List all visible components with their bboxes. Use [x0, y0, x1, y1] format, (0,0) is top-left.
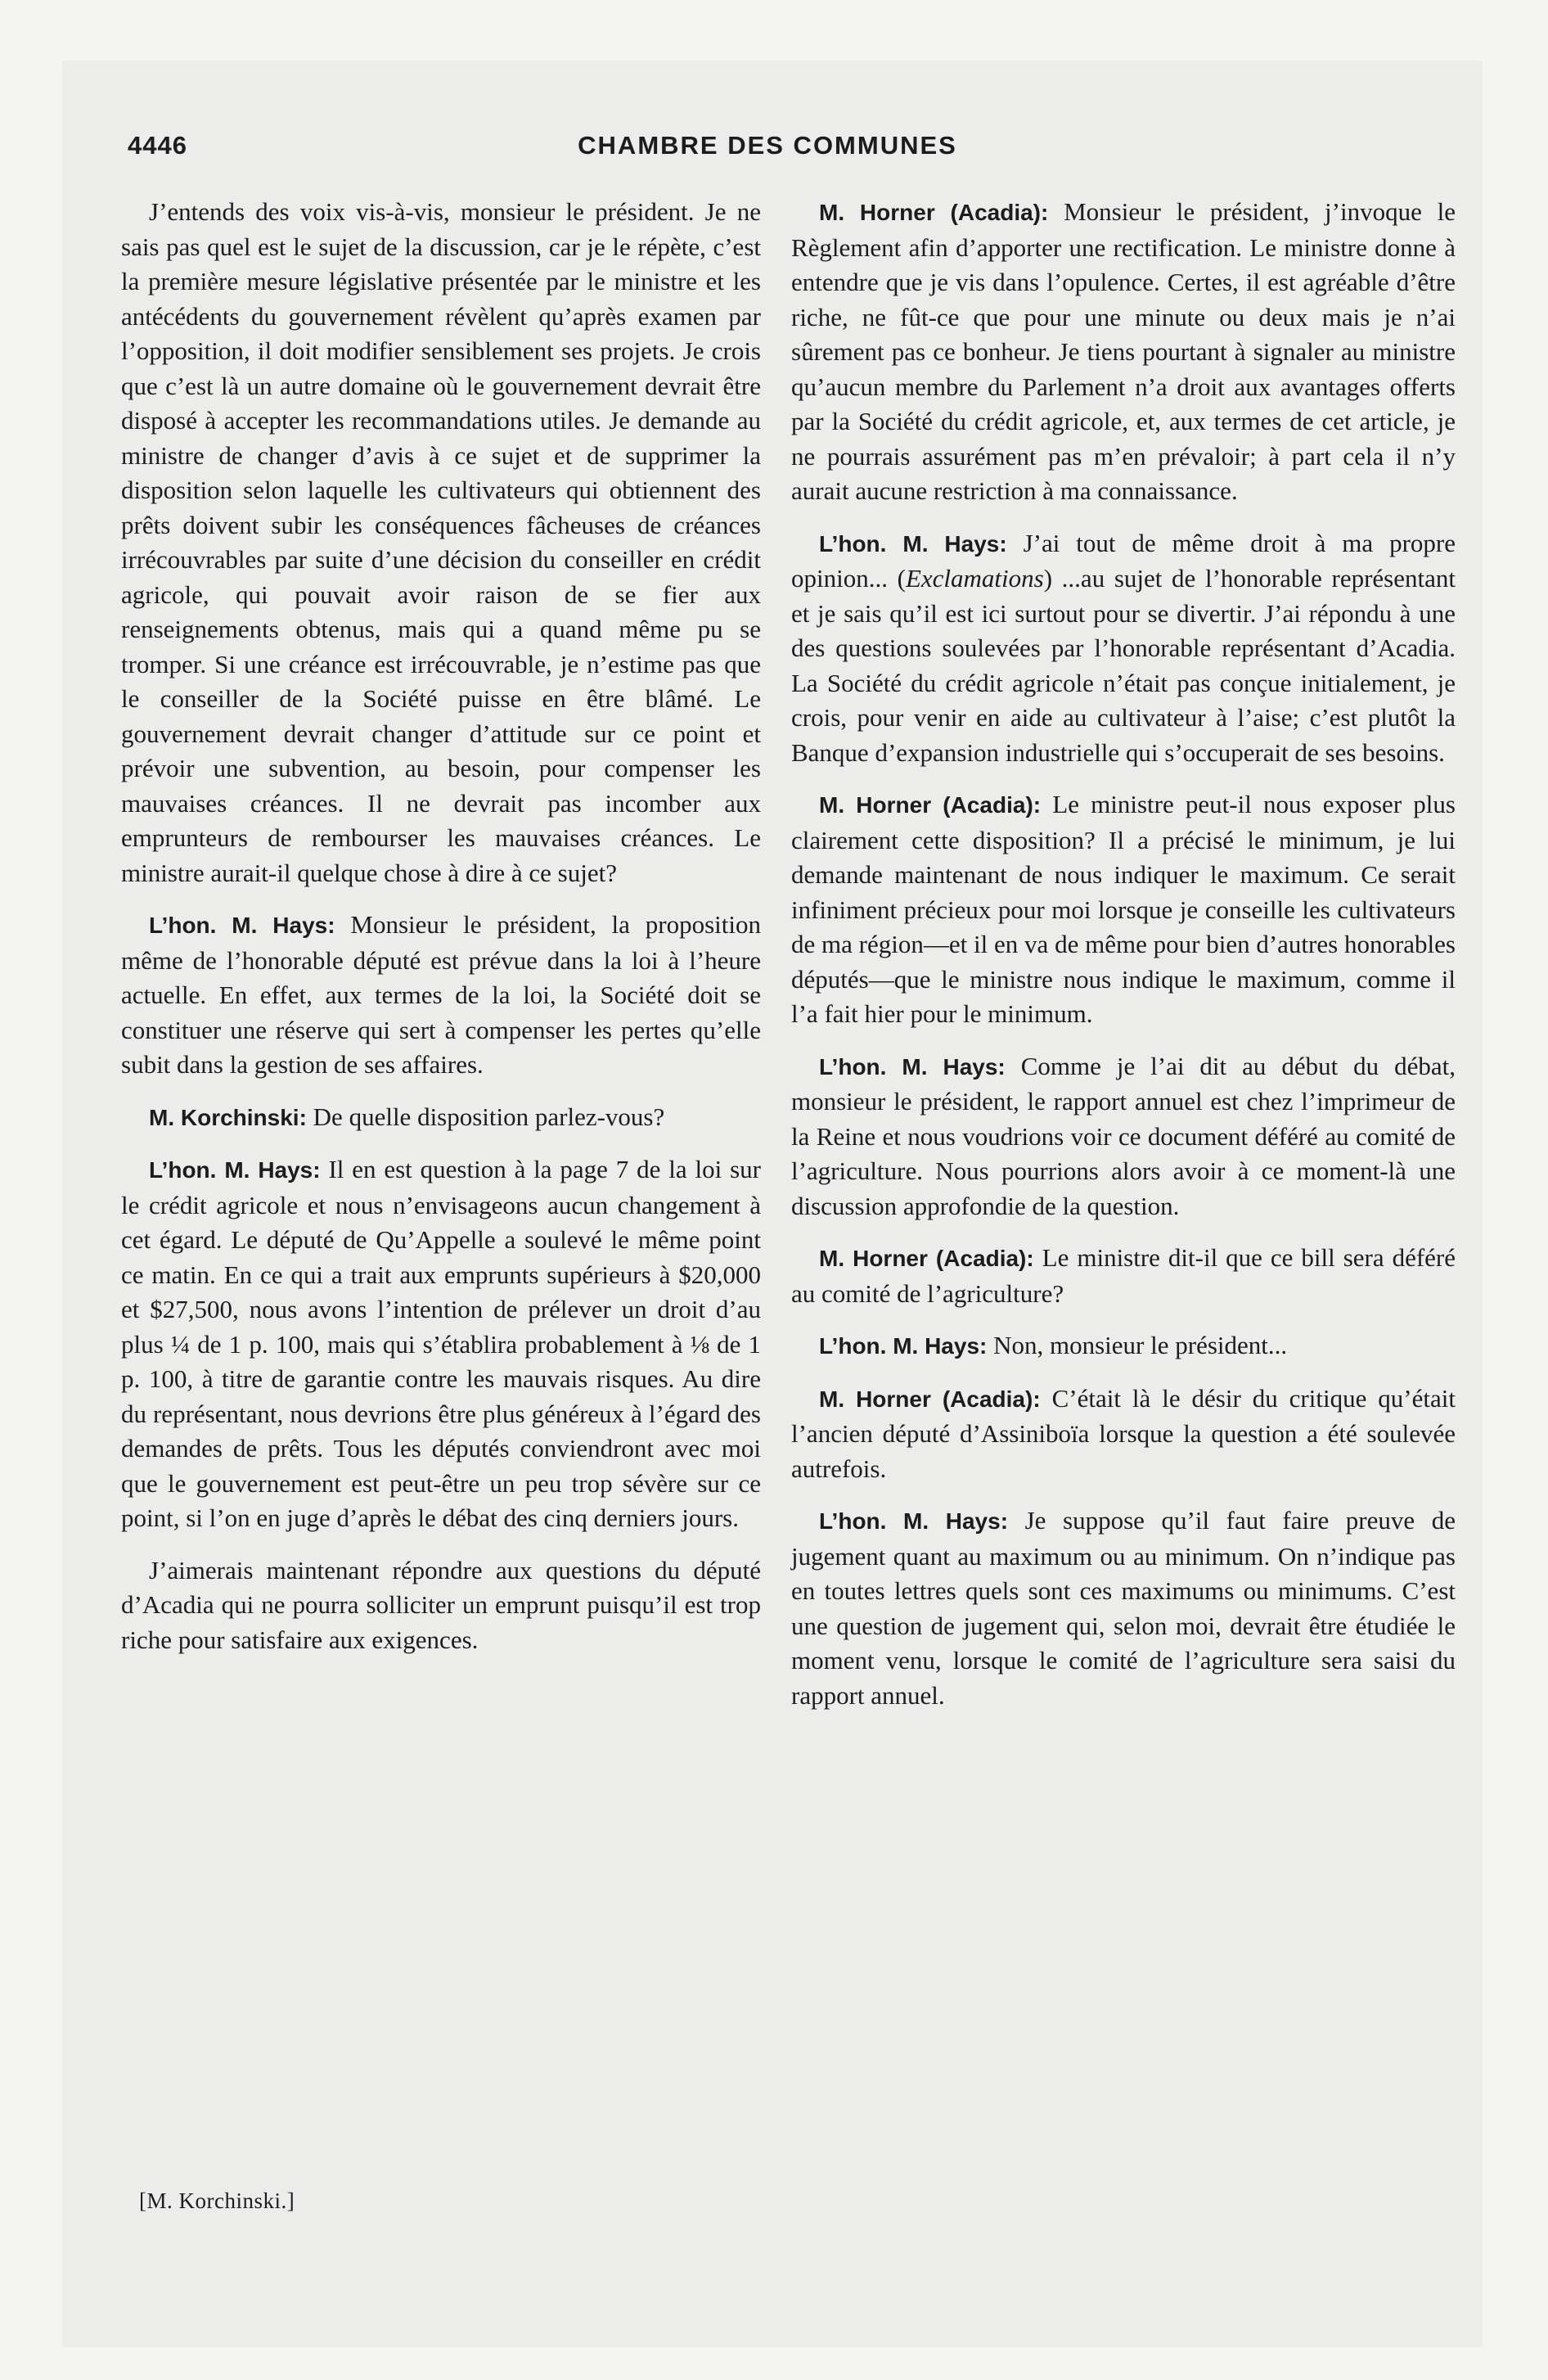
left-column — [121, 195, 761, 1675]
paragraph — [791, 787, 1456, 1032]
page-header — [128, 131, 1407, 172]
speech-text: De quelle disposition parlez-vous? — [306, 1102, 665, 1131]
speech-text: Je suppose qu’il faut faire preuve de jugement quant au maximum ou au minimum. On n’indique pas en toutes lettres quels sont ces maximums ou minimums. C’est une question de jugement qui, selon moi, devrait être étudiée le moment venu, lorsque le comité de l’agriculture sera saisi du rapport annuel. — [791, 1506, 1456, 1710]
speech-text: ) ...au sujet de l’honorable représentant et je sais qu’il est ici surtout pour se divertir. J’ai répondu à une des questions soulevées par l’honorable représentant d’Acadia. La Société du crédit agricole n’était pas conçue initialement, je crois, pour venir en aide au cultivateur à l’aise; c’est plutôt la Banque d’expansion industrielle qui s’occuperait de ses besoins. — [791, 564, 1456, 767]
paragraph — [121, 1152, 761, 1536]
speech-text: Monsieur le président, j’invoque le Règlement afin d’apporter une rectification. Le ministre donne à entendre que je vis dans l’opulence. Certes, il est agréable d’être riche, ne fût-ce que pour une minute ou deux mais je n’ai sûrement pas ce bonheur. Je tiens pourtant à signaler au ministre qu’aucun membre du Parlement n’a droit aux avantages offerts par la Société du crédit agricole, et, aux termes de cet article, je ne pourrais assurément pas m’en prévaloir; à part cela il n’y aurait aucune restriction à ma connaissance. — [791, 197, 1456, 505]
stage-direction: Exclamations — [905, 564, 1044, 593]
paragraph — [791, 1049, 1456, 1224]
page-number: 4446 — [128, 131, 187, 160]
paragraph — [791, 1241, 1456, 1311]
paragraph — [121, 1100, 761, 1136]
speech-text: Le ministre dit-il que ce bill sera déféré au comité de l’agriculture? — [791, 1243, 1456, 1308]
speaker-name: M. Horner (Acadia): — [819, 200, 1049, 225]
speaker-name: L’hon. M. Hays: — [819, 1508, 1009, 1534]
paragraph — [791, 1503, 1456, 1713]
paragraph — [791, 1328, 1456, 1364]
right-column — [791, 195, 1456, 1730]
speech-text: Monsieur le président, la proposition même de l’honorable député est prévue dans la loi à l’heure actuelle. En effet, aux termes de la loi, la Société doit se constituer une réserve qui sert à compenser les pertes qu’elle subit dans la gestion de ses affaires. — [121, 910, 761, 1079]
speech-text: Comme je l’ai dit au début du débat, monsieur le président, le rapport annuel est chez l’imprimeur de la Reine et nous voudrions voir ce document déféré au comité de l’agriculture. Nous pourrions alors avoir à ce moment-là une discussion approfondie de la question. — [791, 1051, 1456, 1220]
running-title: CHAMBRE DES COMMUNES — [578, 131, 957, 160]
speech-text: J’ai tout de même droit à ma propre opinion... ( — [791, 528, 1456, 593]
paragraph: J’aimerais maintenant répondre aux questions du député d’Acadia qui ne pourra solliciter un emprunt puisqu’il est trop riche pour satisfaire aux exigences. — [121, 1555, 761, 1654]
speech-text: C’était là le désir du critique qu’était l’ancien député d’Assiniboïa lorsque la question a été soulevée autrefois. — [791, 1383, 1456, 1483]
speaker-name: L’hon. M. Hays: — [149, 1157, 321, 1183]
speaker-name: M. Horner (Acadia): — [819, 1246, 1034, 1271]
speaker-name: L’hon. M. Hays: — [149, 913, 335, 938]
speech-text: Non, monsieur le président... — [987, 1331, 1288, 1359]
paragraph — [791, 195, 1456, 509]
speaker-name: M. Horner (Acadia): — [819, 1386, 1041, 1412]
speaker-name: L’hon. M. Hays: — [819, 1053, 1006, 1080]
speech-text: Il en est question à la page 7 de la loi sur le crédit agricole et nous n’envisageons aucun changement à cet égard. Le député de Qu’Appelle a soulevé le même point ce matin. En ce qui a trait aux emprunts supérieurs à $20,000 et $27,500, nous avons l’intention de prélever un droit d’au plus ¼ de 1 p. 100, mais qui s’établira probablement à ⅛ de 1 p. 100, à titre de garantie contre les mauvais risques. Au dire du représentant, nous devrions être plus généreux à l’égard des demandes de prêts. Tous les députés conviendront avec moi que le gouvernement est peut-être un peu trop sévère sur ce point, si l’on en juge d’après le débat des cinq derniers jours. — [121, 1155, 761, 1532]
speaker-name: M. Korchinski: — [149, 1104, 307, 1130]
paragraph — [791, 1382, 1456, 1487]
paragraph — [791, 526, 1456, 771]
speaker-name: L’hon. M. Hays: — [819, 530, 1007, 557]
footer-speaker-reference: [M. Korchinski.] — [139, 2188, 295, 2213]
speaker-name: M. Horner (Acadia): — [819, 792, 1042, 818]
paragraph: J’entends des voix vis-à-vis, monsieur le président. Je ne sais pas quel est le sujet de la discussion, car je le répète, c’est la première mesure législative présentée par le ministre et les antécédents du gouvernement révèlent qu’après examen par l’opposition, il doit modifier sensiblement ses projets. Je crois que c’est là un autre domaine où le gouvernement devrait être disposé à accepter les recommandations utiles. Je demande au ministre de changer d’avis à ce sujet et de supprimer la disposition selon laquelle les cultivateurs qui obtiennent des prêts doivent subir les conséquences fâcheuses de créances irrécouvrables par suite d’une décision du conseiller en crédit agricole, qui pouvait avoir raison de se fier aux renseignements obtenus, mais qui a quand même pu se tromper. Si une créance est irrécouvrable, je n’estime pas que le conseiller de la Société puisse en être blâmé. Le gouvernement devrait changer d’attitude sur ce point et prévoir une subvention, au besoin, pour compenser les mauvaises créances. Il ne devrait pas incomber aux emprunteurs de rembourser les mauvaises créances. Le ministre aurait-il quelque chose à dire à ce sujet? — [121, 197, 761, 887]
speech-text: Le ministre peut-il nous exposer plus clairement cette disposition? Il a précisé le minimum, je lui demande maintenant de nous indiquer le maximum. Ce serait infiniment précieux pour moi lorsque je conseille les cultivateurs de ma région—et il en va de même pour bien d’autres honorables députés—que le ministre nous indique le maximum, comme il l’a fait hier pour le minimum. — [791, 790, 1456, 1028]
paragraph — [121, 908, 761, 1083]
speaker-name: L’hon. M. Hays: — [819, 1333, 988, 1359]
